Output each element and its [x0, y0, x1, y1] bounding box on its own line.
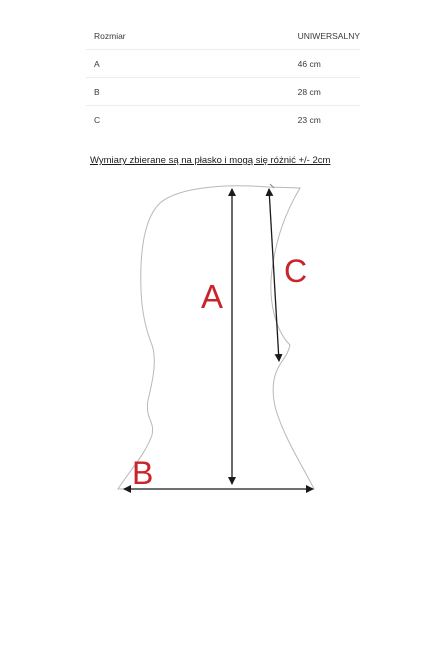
row-value: 46 cm: [126, 50, 360, 78]
header-size-value: UNIWERSALNY: [126, 22, 360, 50]
header-size-label: Rozmiar: [86, 22, 126, 50]
row-value: 23 cm: [297, 114, 321, 125]
dimension-label-b: B: [132, 455, 154, 491]
dimension-label-c: C: [284, 253, 308, 289]
measurement-note: Wymiary zbierane są na płasko i mogą się różnić +/- 2cm: [90, 155, 331, 166]
row-label: B: [86, 78, 126, 106]
row-label: C: [94, 114, 101, 125]
dimension-line-c: [269, 189, 279, 361]
row-label: A: [86, 50, 126, 78]
garment-outline: [118, 186, 314, 489]
dimension-label-a: A: [201, 278, 224, 315]
row-value: 28 cm: [126, 78, 360, 106]
